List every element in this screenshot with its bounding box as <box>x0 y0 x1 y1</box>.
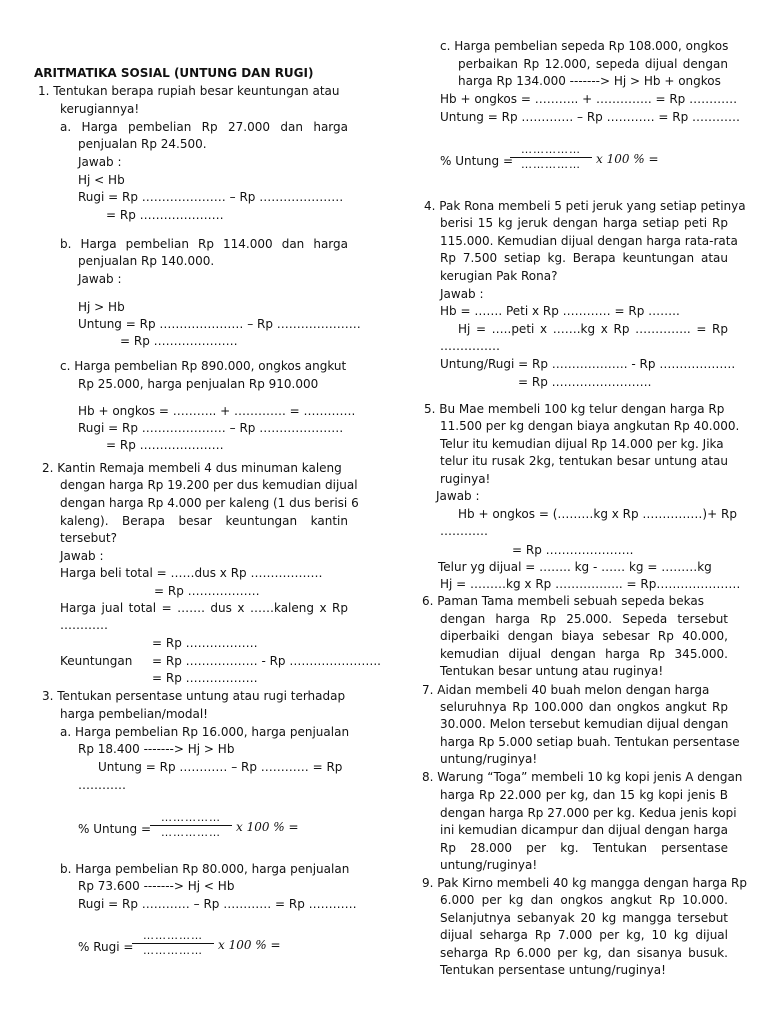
q9-line: 9. Pak Kirno membeli 40 kg mangga dengan harga Rp <box>422 876 747 890</box>
percent-fraction <box>510 144 592 171</box>
q3c-line: perbaikan Rp 12.000, sepeda dijual dengan <box>458 57 728 71</box>
q8-line: Rp 28.000 per kg. Tentukan persentase <box>440 841 728 855</box>
multiplier-text: x 100 % = <box>218 938 281 952</box>
q3b-line: Rugi = Rp ………… – Rp ………… = Rp ………… <box>78 897 357 911</box>
q3b-line: b. Harga pembelian Rp 80.000, harga penjualan <box>60 862 350 876</box>
q5-line: ruginya! <box>440 472 491 486</box>
q4-line: Untung/Rugi = Rp ………………. - Rp ………………. <box>440 357 736 371</box>
q7-line: harga Rp 5.000 setiap buah. Tentukan persentase <box>440 735 740 749</box>
q4-line: berisi 15 kg jeruk dengan harga setiap peti Rp <box>440 216 728 230</box>
q5-line: Hb + ongkos = (………kg x Rp ……………)+ Rp <box>458 507 737 521</box>
q1a-line: Hj < Hb <box>78 173 125 187</box>
fraction-numerator: …………… <box>161 811 221 824</box>
q1c-line: c. Harga pembelian Rp 890.000, ongkos angkut <box>60 359 347 373</box>
q2-line: Harga beli total = ……dus x Rp ……………… <box>60 566 323 580</box>
q3a-percent-label: % Untung = <box>78 822 152 836</box>
q2-keuntungan-label: Keuntungan <box>60 654 133 668</box>
q5-line: = Rp …………………. <box>512 543 634 557</box>
q3c-percent-label: % Untung = <box>440 154 514 168</box>
q4-line: kerugian Pak Rona? <box>440 269 558 283</box>
q1b-line: = Rp ………………… <box>120 334 238 348</box>
q2-line: Harga jual total = ……. dus x ……kaleng x Rp <box>60 601 348 615</box>
percent-fraction <box>150 812 232 839</box>
q2-line: = Rp ……………… <box>152 636 258 650</box>
q5-line: Jawab : <box>436 489 480 503</box>
q1a-line: Jawab : <box>78 155 122 169</box>
q7-line: 30.000. Melon tersebut kemudian dijual dengan <box>440 717 729 731</box>
q1b-line: Jawab : <box>78 272 122 286</box>
q6-line: 6. Paman Tama membeli sebuah sepeda bekas <box>422 594 704 608</box>
fraction-numerator: …………… <box>143 929 203 942</box>
q9-line: Selanjutnya sebanyak 20 kg mangga tersebut <box>440 911 728 925</box>
q3b-percent-label: % Rugi = <box>78 940 134 954</box>
q5-line: 11.500 per kg dengan biaya angkutan Rp 40.000. <box>440 419 740 433</box>
q1c-line: Rugi = Rp ………………… – Rp ………………… <box>78 421 344 435</box>
q2-line: ………… <box>60 618 108 632</box>
q9-line: Tentukan persentase untung/ruginya! <box>440 963 666 977</box>
q1a-line: penjualan Rp 24.500. <box>78 137 207 151</box>
q3c-line: Hb + ongkos = ……….. + ………….. = Rp ………… <box>440 92 738 106</box>
q8-line: untung/ruginya! <box>440 858 538 872</box>
q7-line: 7. Aidan membeli 40 buah melon dengan harga <box>422 683 710 697</box>
fraction-numerator: …………… <box>521 143 581 156</box>
q2-line: Jawab : <box>60 549 104 563</box>
q3c-line: c. Harga pembelian sepeda Rp 108.000, ongkos <box>440 39 729 53</box>
q9-line: seharga Rp 6.000 per kg, dan sisanya busuk. <box>440 946 728 960</box>
q1b-line: Hj > Hb <box>78 300 125 314</box>
q1c-line: Hb + ongkos = ……….. + …………. = …………. <box>78 404 356 418</box>
q3c-line: Untung = Rp …………. – Rp ………… = Rp ………… <box>440 110 741 124</box>
q3-line: harga pembelian/modal! <box>60 707 208 721</box>
percent-fraction <box>132 930 214 957</box>
q1b-line: penjualan Rp 140.000. <box>78 254 215 268</box>
q3b-line: Rp 73.600 -------> Hj < Hb <box>78 879 235 893</box>
q3-line: 3. Tentukan persentase untung atau rugi terhadap <box>42 689 346 703</box>
q4-line: Jawab : <box>440 287 484 301</box>
q5-line: Hj = ………kg x Rp …………….. = Rp………………… <box>440 577 741 591</box>
q9-line: dijual seharga Rp 7.000 per kg, 10 kg dijual <box>440 928 728 942</box>
q5-line: 5. Bu Mae membeli 100 kg telur dengan harga Rp <box>424 402 725 416</box>
q6-line: Tentukan besar untung atau ruginya! <box>440 664 664 678</box>
q3a-line: ………… <box>78 778 126 792</box>
q1a-line: Rugi = Rp ………………… – Rp ………………… <box>78 190 344 204</box>
q3a-line: a. Harga pembelian Rp 16.000, harga penjualan <box>60 725 350 739</box>
q4-line: 115.000. Kemudian dijual dengan harga rata-rata <box>440 234 738 248</box>
q2-line: = Rp ……………… - Rp ………………….. <box>152 654 381 668</box>
q3a-line: Rp 18.400 -------> Hj > Hb <box>78 742 235 756</box>
q4-line: …………… <box>440 339 500 353</box>
q1-line: kerugiannya! <box>60 102 140 116</box>
q5-line: telur itu rusak 2kg, tentukan besar untung atau <box>440 454 728 468</box>
q2-line: dengan harga Rp 4.000 per kaleng (1 dus berisi 6 <box>60 496 359 510</box>
q5-line: ………… <box>440 524 488 538</box>
q1a-line: a. Harga pembelian Rp 27.000 dan harga <box>60 120 348 134</box>
q8-line: harga Rp 22.000 per kg, dan 15 kg kopi jenis B <box>440 788 728 802</box>
q6-line: diperbaiki dengan biaya sebesar Rp 40.000, <box>440 629 728 643</box>
q1a-line: = Rp ………………… <box>106 208 224 222</box>
q1c-line: = Rp ………………… <box>106 438 224 452</box>
q7-line: seluruhnya Rp 100.000 dan ongkos angkut Rp <box>440 700 728 714</box>
q2-line: kaleng). Berapa besar keuntungan kantin <box>60 514 348 528</box>
page-title: ARITMATIKA SOSIAL (UNTUNG DAN RUGI) <box>34 66 314 80</box>
q4-line: = Rp ……………………. <box>518 375 652 389</box>
q1c-line: Rp 25.000, harga penjualan Rp 910.000 <box>78 377 319 391</box>
q8-line: 8. Warung “Toga” membeli 10 kg kopi jenis A dengan <box>422 770 743 784</box>
q4-line: 4. Pak Rona membeli 5 peti jeruk yang setiap petinya <box>424 199 746 213</box>
q7-line: untung/ruginya! <box>440 752 538 766</box>
q1b-line: Untung = Rp ………………… – Rp ………………… <box>78 317 361 331</box>
q1b-line: b. Harga pembelian Rp 114.000 dan harga <box>60 237 348 251</box>
q9-line: 6.000 per kg dan ongkos angkut Rp 10.000. <box>440 893 728 907</box>
q2-line: = Rp ……………… <box>152 671 258 685</box>
q8-line: dengan harga Rp 27.000 per kg. Kedua jenis kopi <box>440 806 737 820</box>
fraction-denominator: …………… <box>521 158 581 171</box>
q2-line: = Rp ……………… <box>154 584 260 598</box>
fraction-denominator: …………… <box>161 826 221 839</box>
q2-line: tersebut? <box>60 531 117 545</box>
q4-line: Hj = …..peti x …….kg x Rp ………….. = Rp <box>458 322 728 336</box>
q8-line: ini kemudian dicampur dan dijual dengan harga <box>440 823 729 837</box>
q4-line: Hb = ……. Peti x Rp ………… = Rp …….. <box>440 304 680 318</box>
q3a-line: Untung = Rp ………… – Rp ………… = Rp <box>98 760 343 774</box>
q1-line: 1. Tentukan berapa rupiah besar keuntungan atau <box>38 84 340 98</box>
q4-line: Rp 7.500 setiap kg. Berapa keuntungan atau <box>440 251 728 265</box>
q2-line: dengan harga Rp 19.200 per dus kemudian dijual <box>60 478 358 492</box>
q5-line: Telur itu kemudian dijual Rp 14.000 per kg. Jika <box>440 437 724 451</box>
q6-line: dengan harga Rp 25.000. Sepeda tersebut <box>440 612 728 626</box>
q6-line: kemudian dijual dengan harga Rp 345.000. <box>440 647 728 661</box>
fraction-denominator: …………… <box>143 944 203 957</box>
multiplier-text: x 100 % = <box>596 152 659 166</box>
q5-line: Telur yg dijual = …….. kg - …… kg = ………kg <box>438 560 712 574</box>
q3c-line: harga Rp 134.000 -------> Hj > Hb + ongkos <box>458 74 721 88</box>
q2-line: 2. Kantin Remaja membeli 4 dus minuman kaleng <box>42 461 342 475</box>
multiplier-text: x 100 % = <box>236 820 299 834</box>
